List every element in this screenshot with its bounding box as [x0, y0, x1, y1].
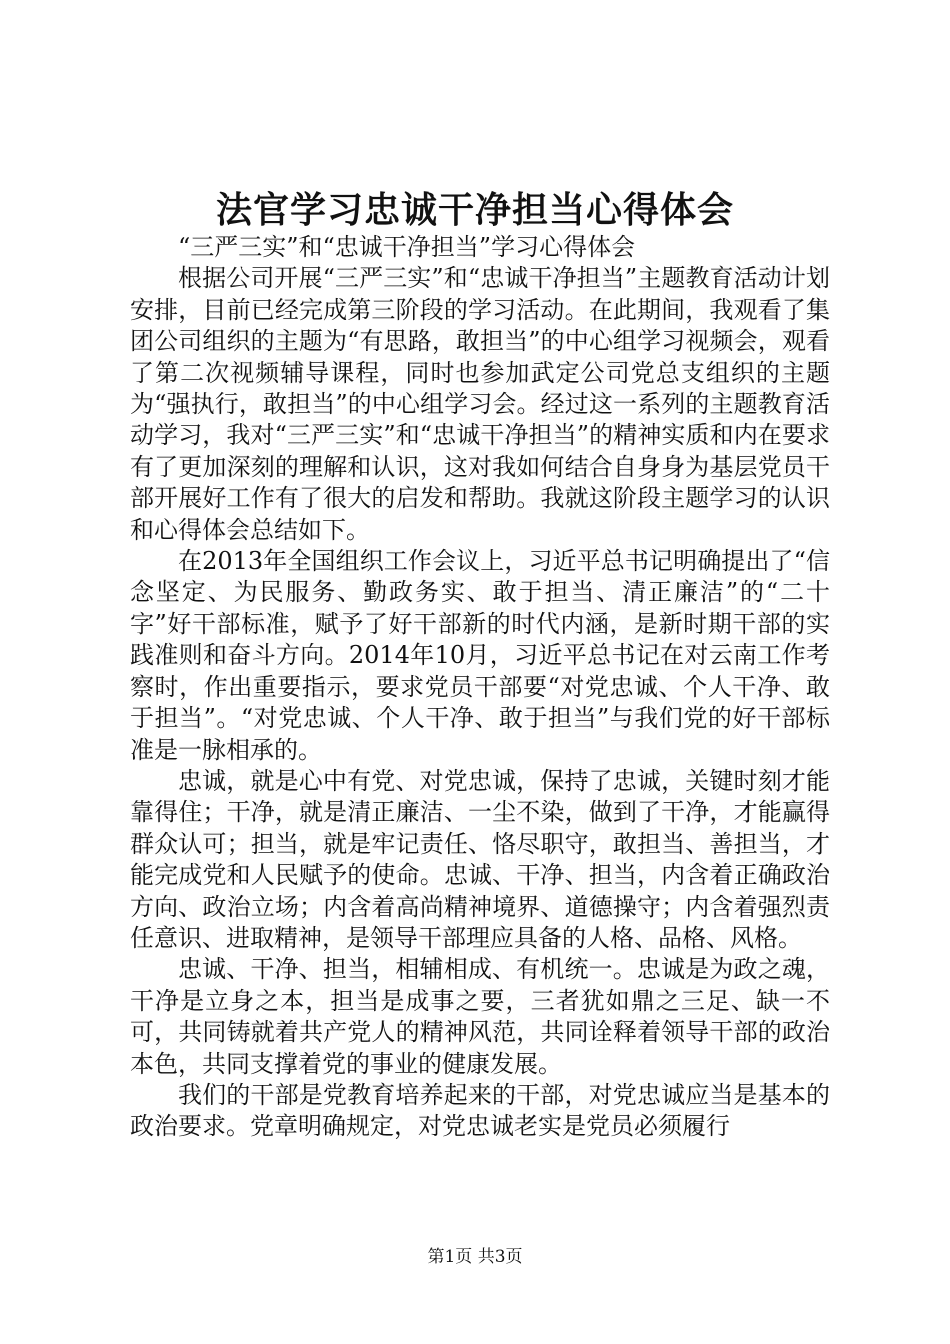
paragraph: 忠诚，就是心中有党、对党忠诚，保持了忠诚，关键时刻才能靠得住；干净，就是清正廉洁、一尘不染，做到了干净，才能赢得群众认可；担当，就是牢记责任、恪尽职守，敢担当、善担当，才能完成党和人民赋予的使命。忠诚、干净、担当，内含着正确政治方向、政治立场；内含着高尚精神境界、道德操守；内含着强烈责任意识、进取精神，是领导干部理应具备的人格、品格、风格。: [130, 766, 830, 952]
paragraph: 在2013年全国组织工作会议上，习近平总书记明确提出了“信念坚定、为民服务、勤政务实、敢于担当、清正廉洁”的“二十字”好干部标准，赋予了好干部新的时代内涵，是新时期干部的实践准则和奋斗方向。2014年10月，习近平总书记在对云南工作考察时，作出重要指示，要求党员干部要“对党忠诚、个人干净、敢于担当”。“对党忠诚、个人干净、敢于担当”与我们党的好干部标准是一脉相承的。: [130, 547, 830, 764]
paragraph: 我们的干部是党教育培养起来的干部，对党忠诚应当是基本的政治要求。党章明确规定，对党忠诚老实是党员必须履行: [130, 1080, 830, 1141]
document-subtitle: “三严三实”和“忠诚干净担当”学习心得体会: [178, 233, 636, 261]
page-number-footer: 第1页 共3页: [427, 1247, 523, 1267]
document-body: [130, 232, 830, 1143]
document-title: 法官学习忠诚干净担当心得体会: [215, 189, 734, 231]
paragraph: 忠诚、干净、担当，相辅相成、有机统一。忠诚是为政之魂，干净是立身之本，担当是成事之要，三者犹如鼎之三足、缺一不可，共同铸就着共产党人的精神风范，共同诠释着领导干部的政治本色，共同支撑着党的事业的健康发展。: [130, 955, 830, 1078]
paragraph: 根据公司开展“三严三实”和“忠诚干净担当”主题教育活动计划安排，目前已经完成第三阶段的学习活动。在此期间，我观看了集团公司组织的主题为“有思路，敢担当”的中心组学习视频会，观看了第二次视频辅导课程，同时也参加武定公司党总支组织的主题为“强执行，敢担当”的中心组学习会。经过这一系列的主题教育活动学习，我对“三严三实”和“忠诚干净担当”的精神实质和内在要求有了更加深刻的理解和认识，这对我如何结合自身身为基层党员干部开展好工作有了很大的启发和帮助。我就这阶段主题学习的认识和心得体会总结如下。: [130, 264, 830, 544]
